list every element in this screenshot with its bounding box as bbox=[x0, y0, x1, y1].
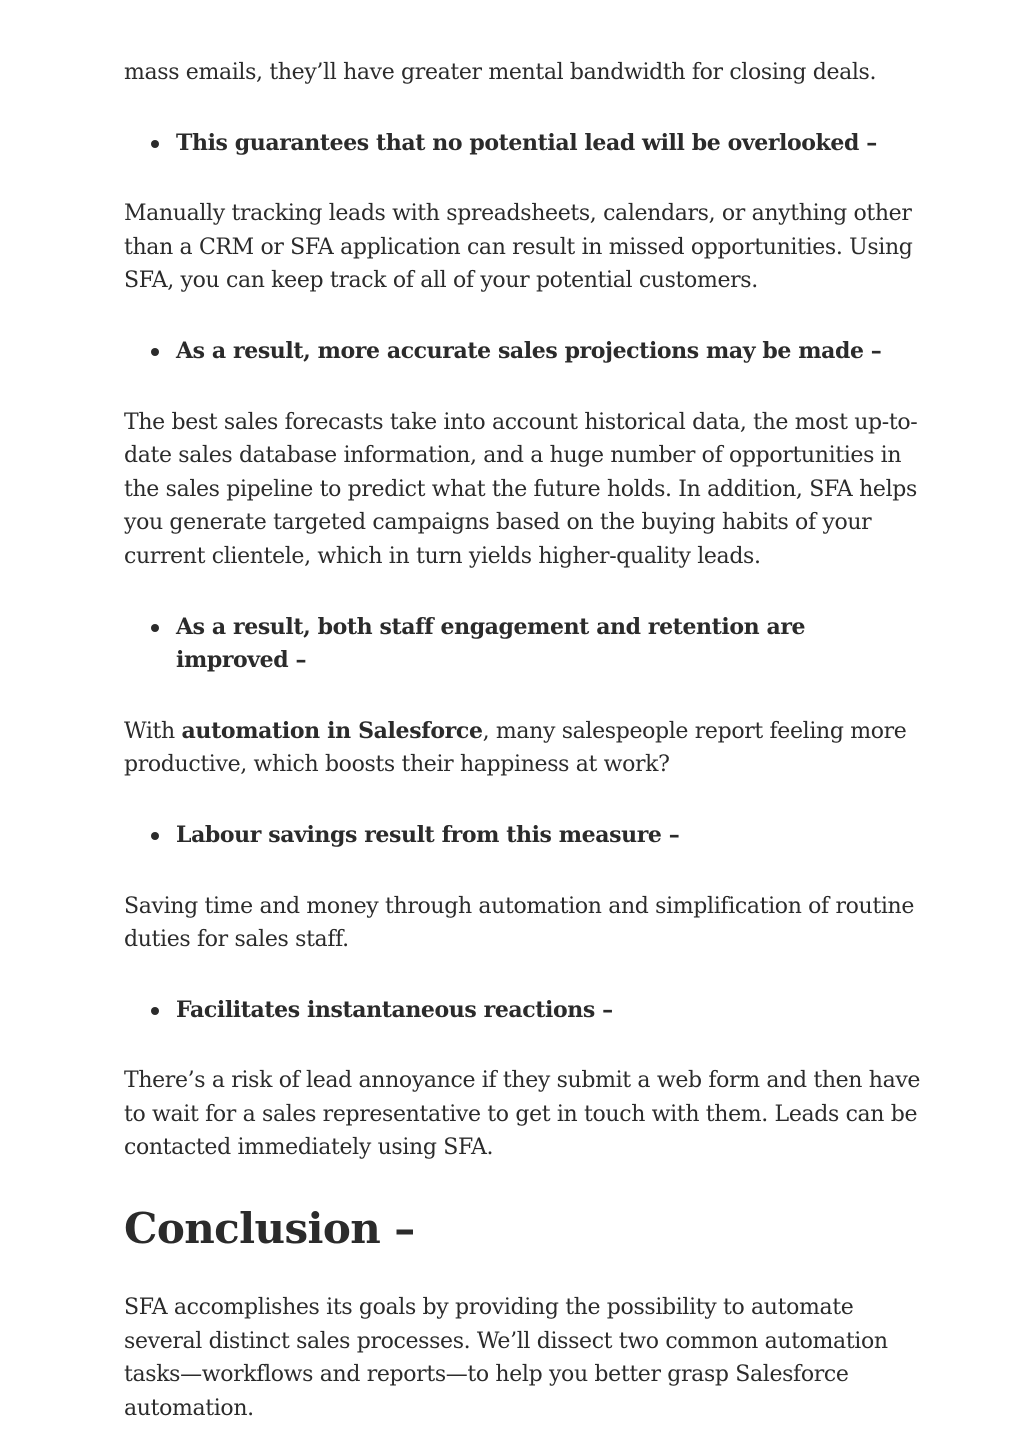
body-text: With bbox=[124, 718, 182, 744]
bullet-item bbox=[124, 335, 924, 369]
automation-in-salesforce-link[interactable]: automation in Salesforce bbox=[181, 717, 483, 744]
bullet-dot-icon bbox=[151, 348, 159, 356]
body-paragraph bbox=[124, 715, 924, 782]
body-paragraph: Saving time and money through automation and simplification of routine duties for sales staff. bbox=[124, 893, 915, 953]
body-paragraph: The best sales forecasts take into account historical data, the most up-to-date sales database information, and a huge number of opportunities in the sales pipeline to predict what the future holds. In addition, SFA helps you generate targeted campaigns based on the buying habits of your current clientele, which in turn yields higher-quality leads. bbox=[124, 409, 918, 569]
bullet-item bbox=[124, 819, 924, 853]
body-paragraph: There’s a risk of lead annoyance if they submit a web form and then have to wait for a sales representative to get in touch with them. Leads can be contacted immediately using SFA. bbox=[124, 1068, 921, 1161]
conclusion-heading: Conclusion – bbox=[124, 1204, 415, 1254]
conclusion-paragraph: SFA accomplishes its goals by providing the possibility to automate several distinct sales processes. We’ll dissect two common automation tasks—workflows and reports—to help you better grasp Salesforce automation. bbox=[124, 1295, 888, 1421]
article-body bbox=[124, 56, 924, 1425]
bullet-heading: As a result, more accurate sales projections may be made – bbox=[176, 337, 882, 364]
bullet-item bbox=[124, 994, 924, 1028]
bullet-heading: Facilitates instantaneous reactions – bbox=[176, 996, 613, 1023]
body-paragraph: Manually tracking leads with spreadsheets, calendars, or anything other than a CRM or SFA application can result in missed opportunities. Using SFA, you can keep track of all of your potential customers. bbox=[124, 201, 913, 294]
bullet-item bbox=[124, 611, 924, 678]
bullet-dot-icon bbox=[151, 1007, 159, 1015]
bullet-heading: As a result, both staff engagement and retention are improved – bbox=[176, 613, 806, 674]
bullet-dot-icon bbox=[151, 140, 159, 148]
bullet-dot-icon bbox=[151, 832, 159, 840]
bullet-heading: Labour savings result from this measure – bbox=[176, 821, 680, 848]
intro-paragraph: mass emails, they’ll have greater mental bandwidth for closing deals. bbox=[124, 60, 877, 85]
bullet-dot-icon bbox=[151, 624, 159, 632]
body-text: , many salespeople report feeling more productive, which boosts their happiness at work? bbox=[124, 718, 907, 778]
bullet-item bbox=[124, 127, 924, 161]
bullet-heading: This guarantees that no potential lead will be overlooked – bbox=[176, 129, 877, 156]
